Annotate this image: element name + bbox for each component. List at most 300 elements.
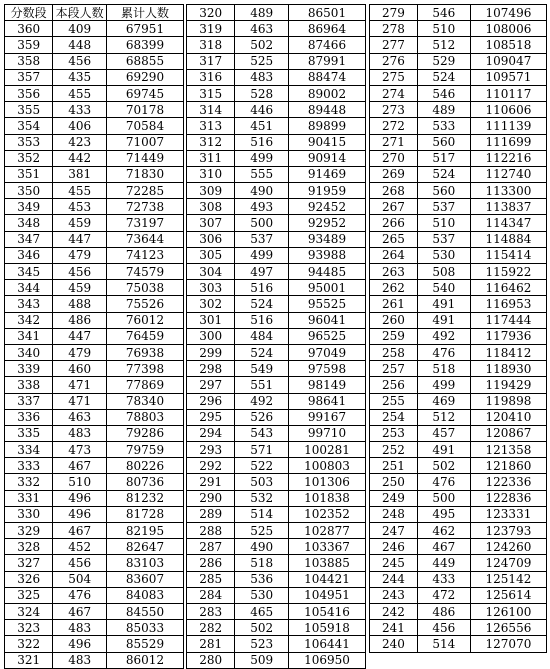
score-cell: 271 [370,134,418,150]
score-cell: 350 [5,183,53,199]
table-row [187,296,366,312]
table-row [5,183,184,199]
cumulative-cell: 110117 [470,85,546,101]
cumulative-cell: 105416 [289,603,366,619]
cumulative-cell: 116462 [470,280,546,296]
score-cell: 263 [370,264,418,280]
score-cell: 302 [187,296,235,312]
count-cell: 492 [417,328,470,344]
count-cell: 483 [53,620,107,636]
table-row [370,603,547,619]
score-cell: 284 [187,587,235,603]
count-cell: 465 [235,603,289,619]
count-cell: 490 [235,539,289,555]
count-cell: 486 [417,603,470,619]
score-cell: 338 [5,377,53,393]
header-cumulative-count: 累计人数 [107,5,184,21]
count-cell: 502 [235,37,289,53]
score-cell: 262 [370,280,418,296]
count-cell: 512 [417,409,470,425]
count-cell: 500 [417,490,470,506]
score-cell: 340 [5,344,53,360]
score-cell: 254 [370,409,418,425]
cumulative-cell: 78803 [107,409,184,425]
table-row [370,328,547,344]
score-cell: 251 [370,458,418,474]
count-cell: 491 [417,442,470,458]
count-cell: 524 [235,296,289,312]
count-cell: 463 [235,21,289,37]
cumulative-cell: 98641 [289,393,366,409]
count-cell: 457 [417,425,470,441]
count-cell: 522 [235,458,289,474]
count-cell: 502 [235,620,289,636]
table-row [370,215,547,231]
score-cell: 341 [5,328,53,344]
table-row [5,506,184,522]
score-cell: 333 [5,458,53,474]
score-cell: 342 [5,312,53,328]
count-cell: 435 [53,69,107,85]
count-cell: 549 [235,361,289,377]
count-cell: 490 [235,183,289,199]
score-cell: 349 [5,199,53,215]
score-cell: 285 [187,571,235,587]
score-cell: 248 [370,506,418,522]
score-cell: 312 [187,134,235,150]
cumulative-cell: 72738 [107,199,184,215]
table-row [370,409,547,425]
cumulative-cell: 87991 [289,53,366,69]
table-row [5,393,184,409]
cumulative-cell: 74123 [107,247,184,263]
cumulative-cell: 93988 [289,247,366,263]
cumulative-cell: 91959 [289,183,366,199]
cumulative-cell: 121358 [470,442,546,458]
count-cell: 467 [417,539,470,555]
cumulative-cell: 126100 [470,603,546,619]
count-cell: 497 [235,264,289,280]
cumulative-cell: 114347 [470,215,546,231]
score-cell: 304 [187,264,235,280]
cumulative-cell: 120410 [470,409,546,425]
count-cell: 496 [53,506,107,522]
table-row [370,231,547,247]
count-cell: 409 [53,21,107,37]
table-row [5,166,184,182]
table-row [5,442,184,458]
cumulative-cell: 92952 [289,215,366,231]
cumulative-cell: 72285 [107,183,184,199]
score-cell: 243 [370,587,418,603]
cumulative-cell: 103367 [289,539,366,555]
cumulative-cell: 94485 [289,264,366,280]
cumulative-cell: 74579 [107,264,184,280]
table-row [187,636,366,652]
table-row [370,425,547,441]
count-cell: 525 [235,53,289,69]
cumulative-cell: 123793 [470,523,546,539]
count-cell: 526 [235,409,289,425]
table-row [187,377,366,393]
table-row [370,150,547,166]
count-cell: 459 [53,215,107,231]
table-row [5,134,184,150]
score-cell: 260 [370,312,418,328]
cumulative-cell: 75038 [107,280,184,296]
count-cell: 500 [235,215,289,231]
table-row [5,620,184,636]
cumulative-cell: 89002 [289,85,366,101]
table-row [187,523,366,539]
table-row [5,474,184,490]
count-cell: 510 [417,215,470,231]
score-cell: 246 [370,539,418,555]
score-cell: 351 [5,166,53,182]
table-row [5,344,184,360]
cumulative-cell: 82647 [107,539,184,555]
table-row [187,328,366,344]
table-row [370,571,547,587]
score-cell: 265 [370,231,418,247]
score-cell: 266 [370,215,418,231]
count-cell: 456 [53,53,107,69]
cumulative-cell: 77869 [107,377,184,393]
score-cell: 295 [187,409,235,425]
table-row [370,134,547,150]
score-cell: 252 [370,442,418,458]
cumulative-cell: 122336 [470,474,546,490]
table-row [370,21,547,37]
table-row [187,85,366,101]
cumulative-cell: 70584 [107,118,184,134]
score-cell: 324 [5,603,53,619]
cumulative-cell: 71830 [107,166,184,182]
count-cell: 467 [53,458,107,474]
cumulative-cell: 97598 [289,361,366,377]
table-row [187,280,366,296]
cumulative-cell: 110606 [470,102,546,118]
table-row [370,442,547,458]
score-cell: 297 [187,377,235,393]
cumulative-cell: 125614 [470,587,546,603]
count-cell: 516 [235,134,289,150]
table-row [187,474,366,490]
cumulative-cell: 99167 [289,409,366,425]
cumulative-cell: 109047 [470,53,546,69]
table-row [187,183,366,199]
count-cell: 447 [53,328,107,344]
cumulative-cell: 86012 [107,652,184,668]
score-cell: 286 [187,555,235,571]
table-row [5,296,184,312]
cumulative-cell: 114884 [470,231,546,247]
cumulative-cell: 127070 [470,636,546,652]
score-cell: 278 [370,21,418,37]
count-cell: 530 [417,247,470,263]
count-cell: 446 [235,102,289,118]
score-cell: 279 [370,5,418,21]
score-table-1 [4,4,184,669]
table-row [187,571,366,587]
table-row [370,296,547,312]
count-cell: 524 [417,166,470,182]
cumulative-cell: 75526 [107,296,184,312]
table-row [370,280,547,296]
count-cell: 476 [417,474,470,490]
count-cell: 442 [53,150,107,166]
table-row [370,5,547,21]
score-cell: 268 [370,183,418,199]
cumulative-cell: 69745 [107,85,184,101]
table-row [5,328,184,344]
score-cell: 255 [370,393,418,409]
cumulative-cell: 85529 [107,636,184,652]
table-row [187,652,366,668]
table-row [5,636,184,652]
count-cell: 502 [417,458,470,474]
count-cell: 462 [417,523,470,539]
cumulative-cell: 126556 [470,620,546,636]
table-row [187,312,366,328]
count-cell: 546 [417,85,470,101]
cumulative-cell: 105918 [289,620,366,636]
header-count-in-range: 本段人数 [53,5,107,21]
score-cell: 344 [5,280,53,296]
cumulative-cell: 90914 [289,150,366,166]
cumulative-cell: 90415 [289,134,366,150]
score-cell: 355 [5,102,53,118]
cumulative-cell: 95525 [289,296,366,312]
count-cell: 504 [53,571,107,587]
table-row [5,85,184,101]
cumulative-cell: 100281 [289,442,366,458]
count-cell: 516 [235,280,289,296]
score-cell: 308 [187,199,235,215]
score-cell: 337 [5,393,53,409]
count-cell: 508 [417,264,470,280]
score-cell: 311 [187,150,235,166]
score-cell: 314 [187,102,235,118]
table-row [370,102,547,118]
table-row [370,85,547,101]
score-cell: 256 [370,377,418,393]
table-row [5,555,184,571]
cumulative-cell: 107496 [470,5,546,21]
count-cell: 524 [417,69,470,85]
table-row [5,53,184,69]
cumulative-cell: 116953 [470,296,546,312]
count-cell: 529 [417,53,470,69]
table-row [5,458,184,474]
cumulative-cell: 95001 [289,280,366,296]
count-cell: 469 [417,393,470,409]
score-cell: 356 [5,85,53,101]
score-cell: 294 [187,425,235,441]
table-row [370,199,547,215]
count-cell: 449 [417,555,470,571]
score-cell: 360 [5,21,53,37]
score-cell: 354 [5,118,53,134]
cumulative-cell: 67951 [107,21,184,37]
table-row [5,361,184,377]
score-cell: 303 [187,280,235,296]
score-table-2 [186,4,366,669]
cumulative-cell: 78340 [107,393,184,409]
count-cell: 537 [417,199,470,215]
table-row [187,21,366,37]
cumulative-cell: 109571 [470,69,546,85]
cumulative-cell: 102352 [289,506,366,522]
table-row [187,458,366,474]
count-cell: 514 [417,636,470,652]
table-row [187,393,366,409]
table-row [187,539,366,555]
table-row [370,53,547,69]
score-cell: 321 [5,652,53,668]
table-row [370,264,547,280]
count-cell: 560 [417,183,470,199]
cumulative-cell: 69290 [107,69,184,85]
count-cell: 453 [53,199,107,215]
count-cell: 456 [53,264,107,280]
cumulative-cell: 115922 [470,264,546,280]
table-row [370,636,547,652]
cumulative-cell: 73644 [107,231,184,247]
count-cell: 473 [53,442,107,458]
table-row [5,280,184,296]
cumulative-cell: 68855 [107,53,184,69]
count-cell: 423 [53,134,107,150]
score-cell: 334 [5,442,53,458]
table-row [5,118,184,134]
count-cell: 451 [235,118,289,134]
cumulative-cell: 96041 [289,312,366,328]
cumulative-cell: 119429 [470,377,546,393]
count-cell: 452 [53,539,107,555]
table-row [187,215,366,231]
cumulative-cell: 76938 [107,344,184,360]
count-cell: 524 [235,344,289,360]
count-cell: 510 [53,474,107,490]
table-row [187,150,366,166]
count-cell: 488 [53,296,107,312]
score-table-panel-3 [369,4,547,653]
count-cell: 456 [417,620,470,636]
count-cell: 479 [53,247,107,263]
count-cell: 532 [235,490,289,506]
table-row [370,377,547,393]
table-row [187,506,366,522]
cumulative-cell: 124709 [470,555,546,571]
table-row [370,539,547,555]
cumulative-cell: 77398 [107,361,184,377]
table-row [187,247,366,263]
count-cell: 471 [53,393,107,409]
table-row [187,425,366,441]
cumulative-cell: 112216 [470,150,546,166]
count-cell: 555 [235,166,289,182]
count-cell: 551 [235,377,289,393]
count-cell: 546 [417,5,470,21]
table-header-row [5,5,184,21]
cumulative-cell: 125142 [470,571,546,587]
score-cell: 345 [5,264,53,280]
cumulative-cell: 76012 [107,312,184,328]
count-cell: 489 [417,102,470,118]
score-cell: 309 [187,183,235,199]
count-cell: 483 [235,69,289,85]
count-cell: 467 [53,523,107,539]
table-row [370,474,547,490]
table-row [370,393,547,409]
table-row [370,183,547,199]
table-row [370,37,547,53]
table-row [5,571,184,587]
cumulative-cell: 121860 [470,458,546,474]
cumulative-cell: 88474 [289,69,366,85]
table-row [187,69,366,85]
header-score-range: 分数段 [5,5,53,21]
score-cell: 270 [370,150,418,166]
score-cell: 332 [5,474,53,490]
table-row [187,53,366,69]
cumulative-cell: 92452 [289,199,366,215]
score-cell: 250 [370,474,418,490]
score-cell: 244 [370,571,418,587]
score-cell: 257 [370,361,418,377]
table-row [187,442,366,458]
score-cell: 264 [370,247,418,263]
score-cell: 343 [5,296,53,312]
table-row [370,523,547,539]
table-row [5,409,184,425]
cumulative-cell: 118412 [470,344,546,360]
count-cell: 496 [53,490,107,506]
table-row [187,5,366,21]
count-cell: 489 [235,5,289,21]
count-cell: 528 [235,85,289,101]
score-cell: 258 [370,344,418,360]
cumulative-cell: 80736 [107,474,184,490]
count-cell: 455 [53,183,107,199]
count-cell: 495 [417,506,470,522]
score-table-3 [369,4,547,653]
cumulative-cell: 102877 [289,523,366,539]
cumulative-cell: 104421 [289,571,366,587]
cumulative-cell: 115414 [470,247,546,263]
table-row [5,652,184,668]
count-cell: 406 [53,118,107,134]
cumulative-cell: 100803 [289,458,366,474]
score-cell: 323 [5,620,53,636]
score-cell: 335 [5,425,53,441]
score-cell: 291 [187,474,235,490]
score-cell: 347 [5,231,53,247]
count-cell: 472 [417,587,470,603]
cumulative-cell: 89448 [289,102,366,118]
count-cell: 476 [53,587,107,603]
count-cell: 455 [53,85,107,101]
table-row [187,166,366,182]
cumulative-cell: 86501 [289,5,366,21]
table-row [187,490,366,506]
score-cell: 282 [187,620,235,636]
score-cell: 317 [187,53,235,69]
count-cell: 499 [235,247,289,263]
score-cell: 339 [5,361,53,377]
count-cell: 486 [53,312,107,328]
